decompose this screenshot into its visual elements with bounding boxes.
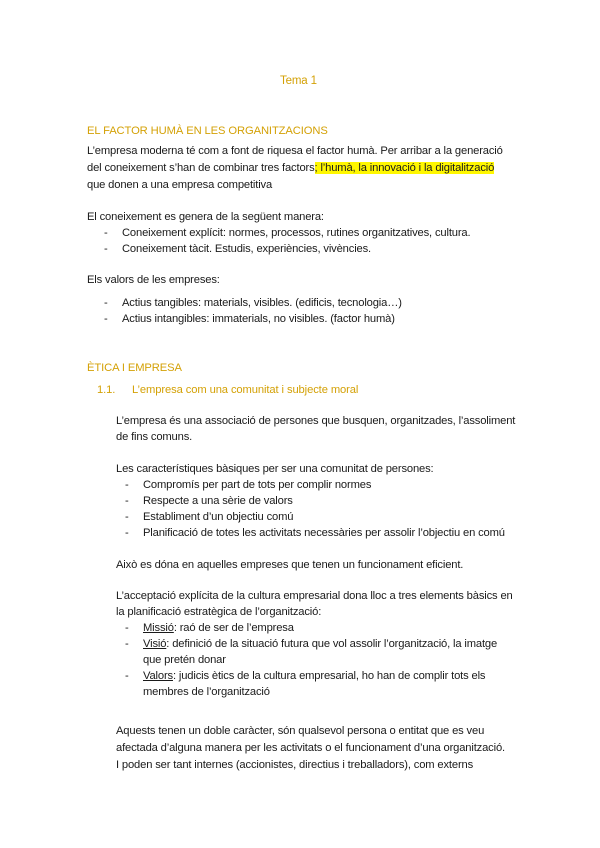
paragraph-line: L’acceptació explícita de la cultura empresarial dona lloc a tres elements bàsics en bbox=[116, 590, 513, 602]
list-item: Planificació de totes les activitats necessàries per assolir l’objectiu en comú bbox=[143, 527, 505, 539]
list-item: Actius intangibles: immaterials, no visibles. (factor humà) bbox=[122, 313, 395, 325]
intro-line-3: que donen a una empresa competitiva bbox=[87, 179, 273, 191]
list-item-missio bbox=[143, 621, 294, 635]
term-valors: Valors bbox=[143, 670, 173, 682]
list-item: Compromís per part de tots per complir normes bbox=[143, 479, 372, 491]
bullet-dash: - bbox=[125, 527, 129, 539]
term-visio: Visió bbox=[143, 638, 167, 650]
intro-line-2-plain: del coneixement s’han de combinar tres factors bbox=[87, 162, 315, 174]
paragraph-line: Això es dóna en aquelles empreses que tenen un funcionament eficient. bbox=[116, 559, 464, 571]
paragraph-line: Aquests tenen un doble caràcter, són qualsevol persona o entitat que es veu bbox=[116, 725, 485, 737]
list-item-visio-cont: que pretén donar bbox=[143, 654, 226, 666]
list-item: Coneixement tàcit. Estudis, experiències, vivències. bbox=[122, 243, 372, 255]
list-item: Actius tangibles: materials, visibles. (edificis, tecnologia…) bbox=[122, 297, 402, 309]
intro-highlight: ; l’humà, la innovació i la digitalització bbox=[314, 162, 495, 174]
bullet-dash: - bbox=[104, 243, 108, 255]
section-heading-factor-huma: EL FACTOR HUMÀ EN LES ORGANITZACIONS bbox=[87, 125, 328, 137]
bullet-dash: - bbox=[125, 511, 129, 523]
characteristics-intro: Les característiques bàsiques per ser una comunitat de persones: bbox=[116, 463, 434, 475]
paragraph-line: I poden ser tant internes (accionistes, directius i treballadors), com externs bbox=[116, 759, 474, 771]
term-missio-text: : raó de ser de l’empresa bbox=[173, 622, 294, 634]
paragraph-line: afectada d’alguna manera per les activitats o el funcionament d’una organització. bbox=[116, 742, 505, 754]
term-visio-text: : definició de la situació futura que vol assolir l’organització, la imatge bbox=[166, 638, 498, 650]
values-intro: Els valors de les empreses: bbox=[87, 274, 220, 286]
bullet-dash: - bbox=[125, 670, 129, 682]
bullet-dash: - bbox=[125, 495, 129, 507]
intro-line-1: L’empresa moderna té com a font de riquesa el factor humà. Per arribar a la generació bbox=[87, 145, 503, 157]
list-item-valors bbox=[143, 669, 485, 683]
bullet-dash: - bbox=[104, 297, 108, 309]
bullet-dash: - bbox=[125, 622, 129, 634]
list-item-valors-cont: membres de l’organització bbox=[143, 686, 270, 698]
bullet-dash: - bbox=[125, 638, 129, 650]
term-missio: Missió bbox=[143, 622, 174, 634]
list-item: Establiment d’un objectiu comú bbox=[143, 511, 294, 523]
subsection-title: L’empresa com una comunitat i subjecte moral bbox=[132, 384, 359, 396]
intro-line-2 bbox=[87, 161, 494, 175]
subsection-number: 1.1. bbox=[97, 384, 116, 396]
knowledge-intro: El coneixement es genera de la següent manera: bbox=[87, 211, 324, 223]
list-item: Coneixement explícit: normes, processos, rutines organitzatives, cultura. bbox=[122, 227, 471, 239]
term-valors-text: : judicis ètics de la cultura empresarial, ho han de complir tots els bbox=[172, 670, 486, 682]
list-item: Respecte a una sèrie de valors bbox=[143, 495, 293, 507]
bullet-dash: - bbox=[125, 479, 129, 491]
bullet-dash: - bbox=[104, 313, 108, 325]
paragraph-line: de fins comuns. bbox=[116, 431, 193, 443]
section-heading-etica: ÈTICA I EMPRESA bbox=[87, 362, 182, 374]
paragraph-line: la planificació estratègica de l’organització: bbox=[116, 606, 322, 618]
list-item-visio bbox=[143, 637, 497, 651]
page-title: Tema 1 bbox=[280, 75, 317, 87]
bullet-dash: - bbox=[104, 227, 108, 239]
paragraph-line: L’empresa és una associació de persones que busquen, organitzades, l’assoliment bbox=[116, 415, 516, 427]
